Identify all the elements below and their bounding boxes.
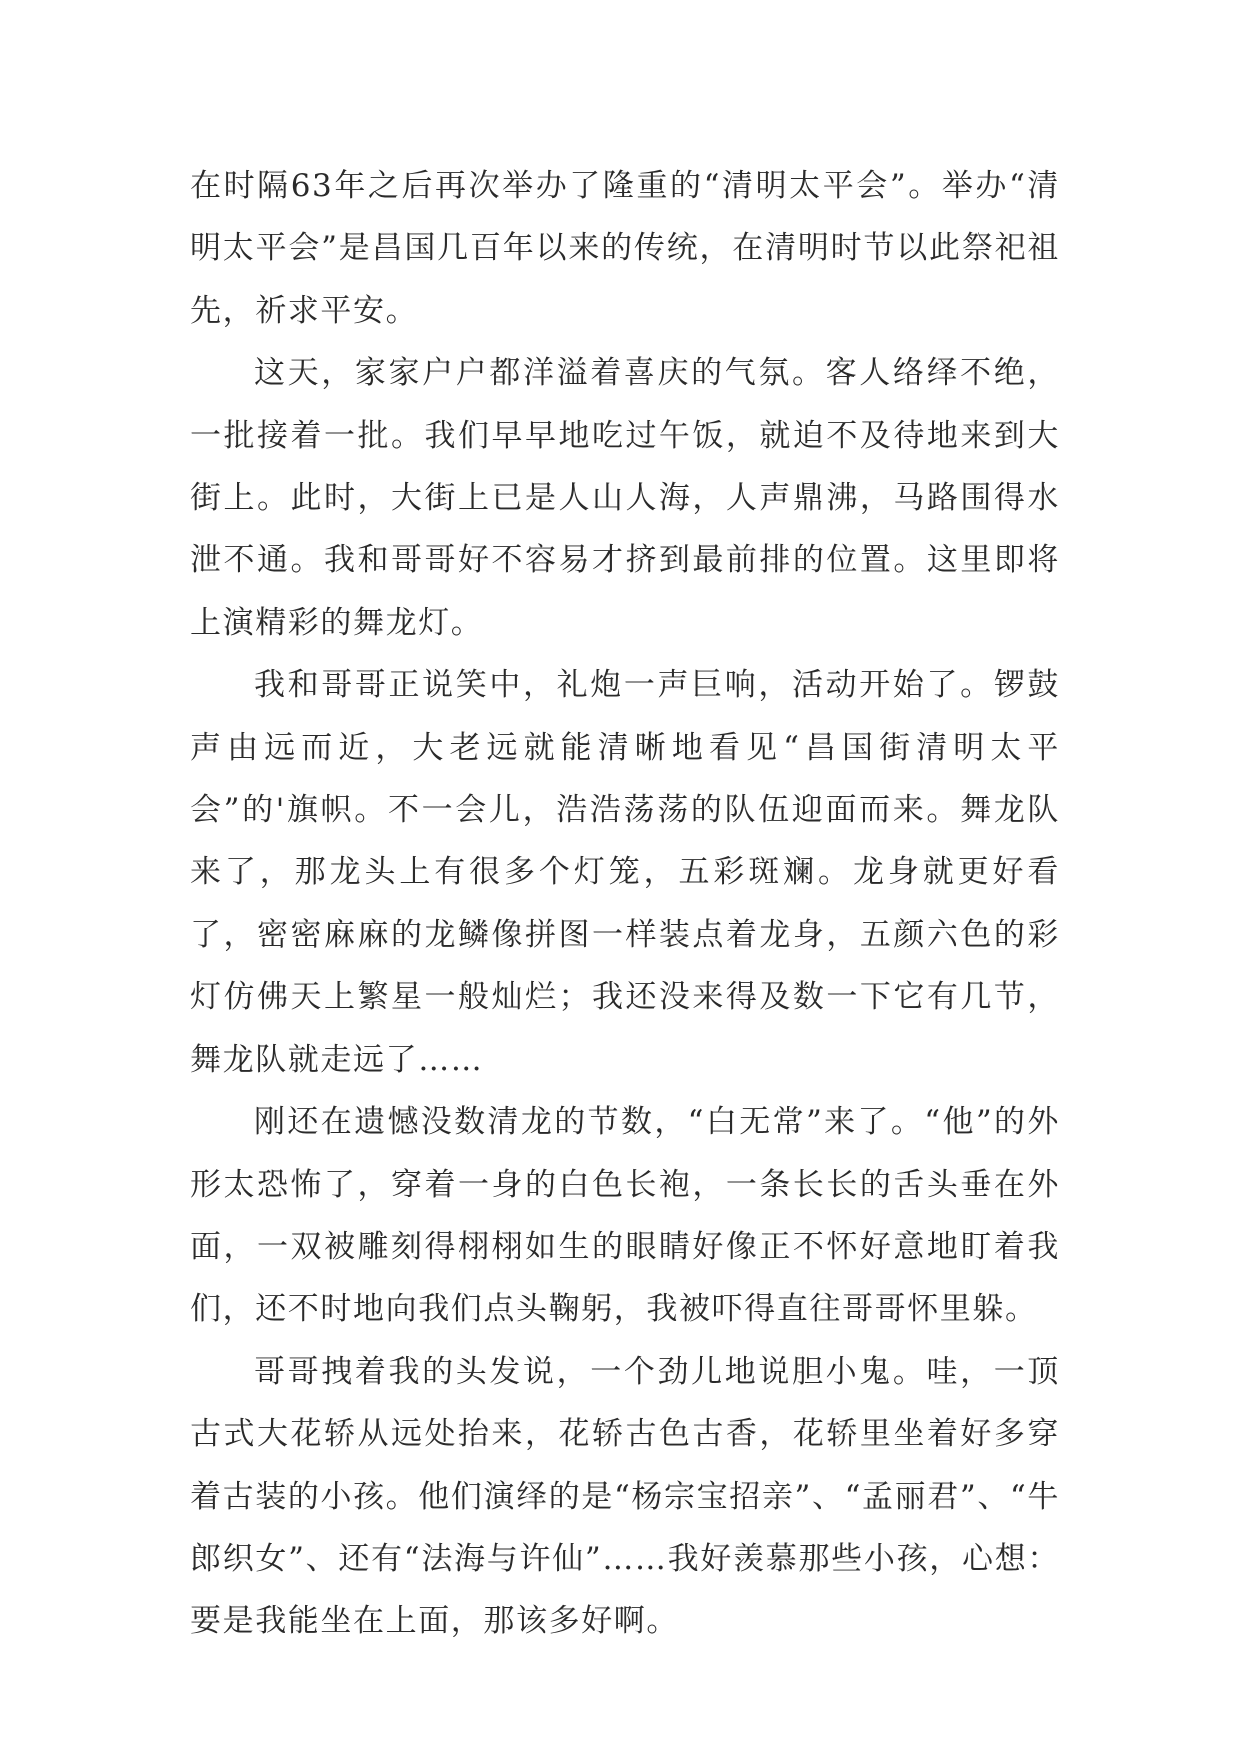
paragraph-3: 我和哥哥正说笑中，礼炮一声巨响，活动开始了。锣鼓声由远而近，大老远就能清晰地看见“昌国街清明太平会”的'旗帜。不一会儿，浩浩荡荡的队伍迎面而来。舞龙队来了，那龙头上有很多个灯笼，五彩斑斓。龙身就更好看了，密密麻麻的龙鳞像拼图一样装点着龙身，五颜六色的彩灯仿佛天上繁星一般灿烂；我还没来得及数一下它有几节，舞龙队就走远了……	[190, 667, 1060, 1078]
paragraph-2: 这天，家家户户都洋溢着喜庆的气氛。客人络绎不绝，一批接着一批。我们早早地吃过午饭，就迫不及待地来到大街上。此时，大街上已是人山人海，人声鼎沸，马路围得水泄不通。我和哥哥好不容易才挤到最前排的位置。这里即将上演精彩的舞龙灯。	[190, 355, 1060, 641]
body-text	[190, 155, 1060, 1653]
paragraph-1: 在时隔63年之后再次举办了隆重的“清明太平会”。举办“清明太平会”是昌国几百年以来的传统，在清明时节以此祭祀祖先，祈求平安。	[190, 168, 1060, 329]
paragraph-4: 刚还在遗憾没数清龙的节数，“白无常”来了。“他”的外形太恐怖了，穿着一身的白色长袍，一条长长的舌头垂在外面，一双被雕刻得栩栩如生的眼睛好像正不怀好意地盯着我们，还不时地向我们点头鞠躬，我被吓得直往哥哥怀里躲。	[190, 1104, 1060, 1328]
paragraph-5: 哥哥拽着我的头发说，一个劲儿地说胆小鬼。哇，一顶古式大花轿从远处抬来，花轿古色古香，花轿里坐着好多穿着古装的小孩。他们演绎的是“杨宗宝招亲”、“孟丽君”、“牛郎织女”、还有“法海与许仙”……我好羡慕那些小孩，心想：要是我能坐在上面，那该多好啊。	[190, 1353, 1060, 1640]
